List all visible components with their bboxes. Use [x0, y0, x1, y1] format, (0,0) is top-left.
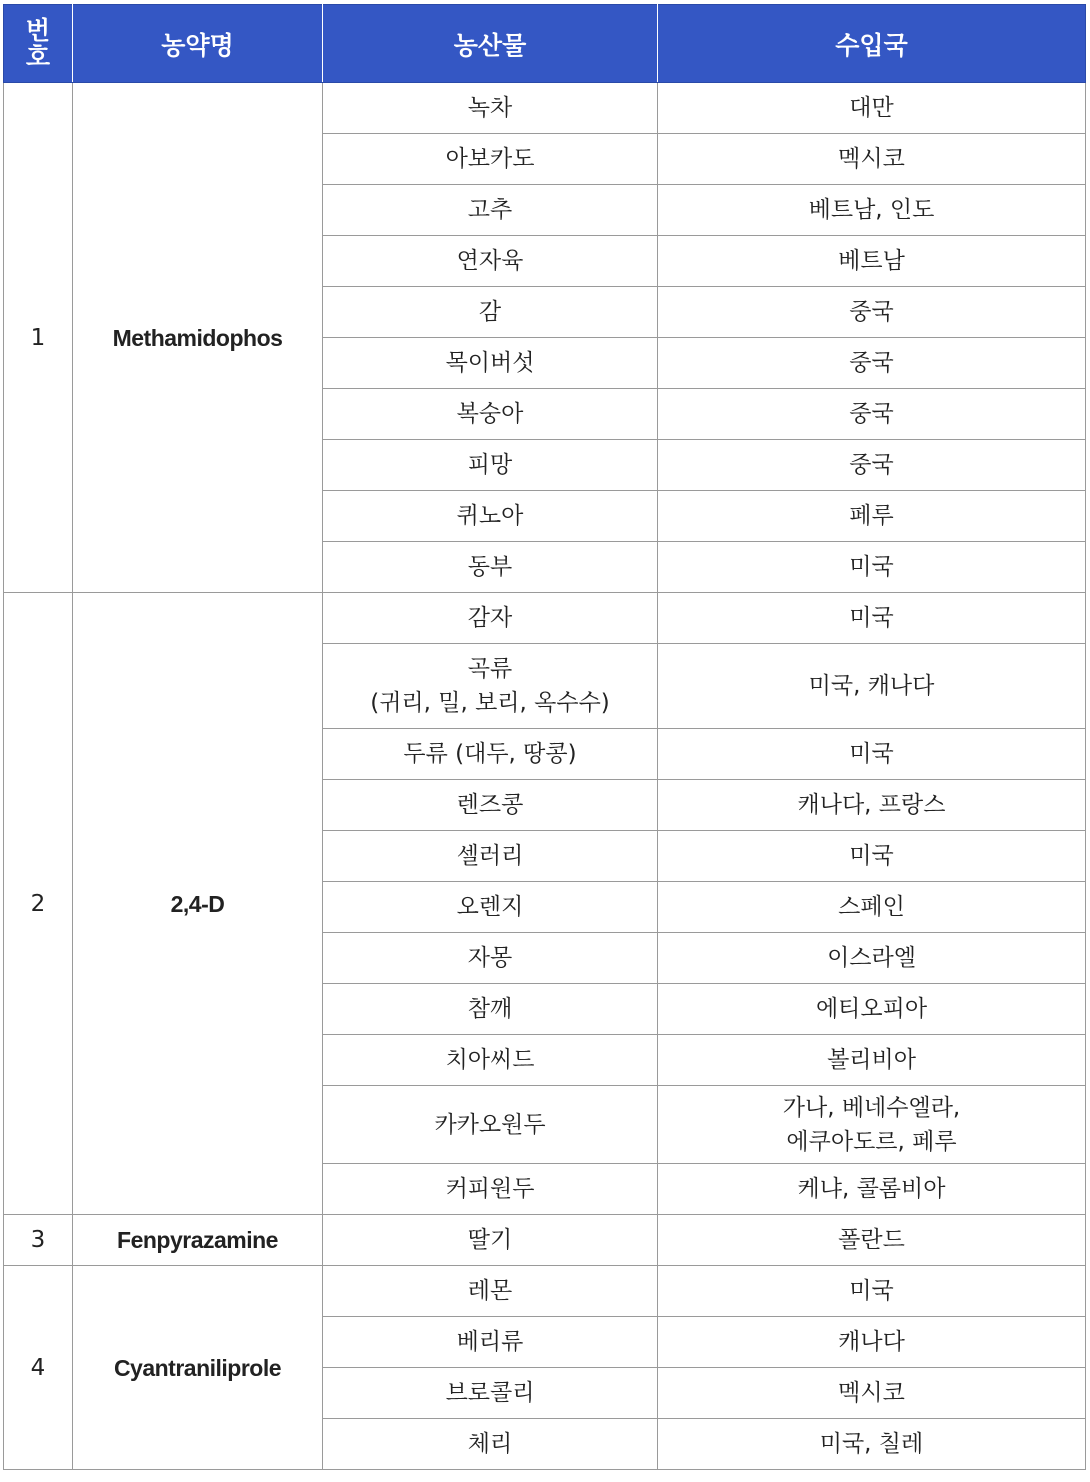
crop-cell: 피망: [323, 440, 658, 491]
crop-cell: 감자: [323, 593, 658, 644]
header-number-line1: 번: [25, 15, 51, 45]
country-cell: 중국: [658, 338, 1086, 389]
pesticide-name-cell: Methamidophos: [73, 83, 323, 593]
crop-cell: [323, 644, 658, 729]
crop-cell: 고추: [323, 185, 658, 236]
country-cell: 미국: [658, 1266, 1086, 1317]
crop-cell: 커피원두: [323, 1164, 658, 1215]
country-cell: 멕시코: [658, 1368, 1086, 1419]
header-country: 수입국: [658, 5, 1086, 83]
country-cell: 미국: [658, 542, 1086, 593]
country-cell: 베트남: [658, 236, 1086, 287]
table-row: [4, 83, 1086, 134]
pesticide-table: [3, 4, 1086, 1470]
country-cell: 중국: [658, 389, 1086, 440]
pesticide-name-cell: 2,4-D: [73, 593, 323, 1215]
header-number-line2: 호: [25, 41, 51, 71]
country-cell: 볼리비아: [658, 1035, 1086, 1086]
pesticide-name-cell: Fenpyrazamine: [73, 1215, 323, 1266]
country-cell: 에티오피아: [658, 984, 1086, 1035]
crop-cell: 연자육: [323, 236, 658, 287]
header-number: [4, 5, 73, 83]
crop-cell: 렌즈콩: [323, 780, 658, 831]
table-body: [4, 83, 1086, 1470]
country-cell: 베트남, 인도: [658, 185, 1086, 236]
crop-cell: 셀러리: [323, 831, 658, 882]
country-cell: 대만: [658, 83, 1086, 134]
crop-cell: 녹차: [323, 83, 658, 134]
country-cell: 미국: [658, 831, 1086, 882]
table-row: [4, 1266, 1086, 1317]
crop-cell: 두류 (대두, 땅콩): [323, 729, 658, 780]
header-crop: 농산물: [323, 5, 658, 83]
group-number-cell: 4: [4, 1266, 73, 1470]
group-number-cell: 2: [4, 593, 73, 1215]
crop-line2: (귀리, 밀, 보리, 옥수수): [370, 690, 610, 716]
pesticide-name-cell: Cyantraniliprole: [73, 1266, 323, 1470]
crop-cell: 아보카도: [323, 134, 658, 185]
country-cell: 캐나다, 프랑스: [658, 780, 1086, 831]
country-cell: 미국: [658, 593, 1086, 644]
country-line1: 가나, 베네수엘라,: [782, 1094, 961, 1121]
country-cell: 미국, 칠레: [658, 1419, 1086, 1470]
group-number-cell: 3: [4, 1215, 73, 1266]
crop-cell: 레몬: [323, 1266, 658, 1317]
crop-cell: 치아씨드: [323, 1035, 658, 1086]
country-cell: 페루: [658, 491, 1086, 542]
crop-cell: 복숭아: [323, 389, 658, 440]
crop-cell: 자몽: [323, 933, 658, 984]
crop-cell: 오렌지: [323, 882, 658, 933]
country-cell: 미국: [658, 729, 1086, 780]
country-cell: 멕시코: [658, 134, 1086, 185]
crop-cell: 베리류: [323, 1317, 658, 1368]
table-row: [4, 593, 1086, 644]
country-cell: 이스라엘: [658, 933, 1086, 984]
country-cell: 중국: [658, 440, 1086, 491]
crop-cell: 목이버섯: [323, 338, 658, 389]
crop-cell: 브로콜리: [323, 1368, 658, 1419]
country-cell: 스페인: [658, 882, 1086, 933]
crop-cell: 참깨: [323, 984, 658, 1035]
crop-cell: 퀴노아: [323, 491, 658, 542]
country-cell: 캐나다: [658, 1317, 1086, 1368]
crop-line1: 곡류: [467, 656, 513, 682]
table-header: [4, 5, 1086, 83]
table-row: [4, 1215, 1086, 1266]
crop-cell: 감: [323, 287, 658, 338]
country-cell: 폴란드: [658, 1215, 1086, 1266]
country-cell: 중국: [658, 287, 1086, 338]
country-line2: 에쿠아도르, 페루: [786, 1128, 957, 1155]
header-row: [4, 5, 1086, 83]
header-pesticide: 농약명: [73, 5, 323, 83]
country-cell: 케냐, 콜롬비아: [658, 1164, 1086, 1215]
country-cell: [658, 1086, 1086, 1164]
country-cell: 미국, 캐나다: [658, 644, 1086, 729]
crop-cell: 체리: [323, 1419, 658, 1470]
crop-cell: 카카오원두: [323, 1086, 658, 1164]
crop-cell: 딸기: [323, 1215, 658, 1266]
group-number-cell: 1: [4, 83, 73, 593]
crop-cell: 동부: [323, 542, 658, 593]
